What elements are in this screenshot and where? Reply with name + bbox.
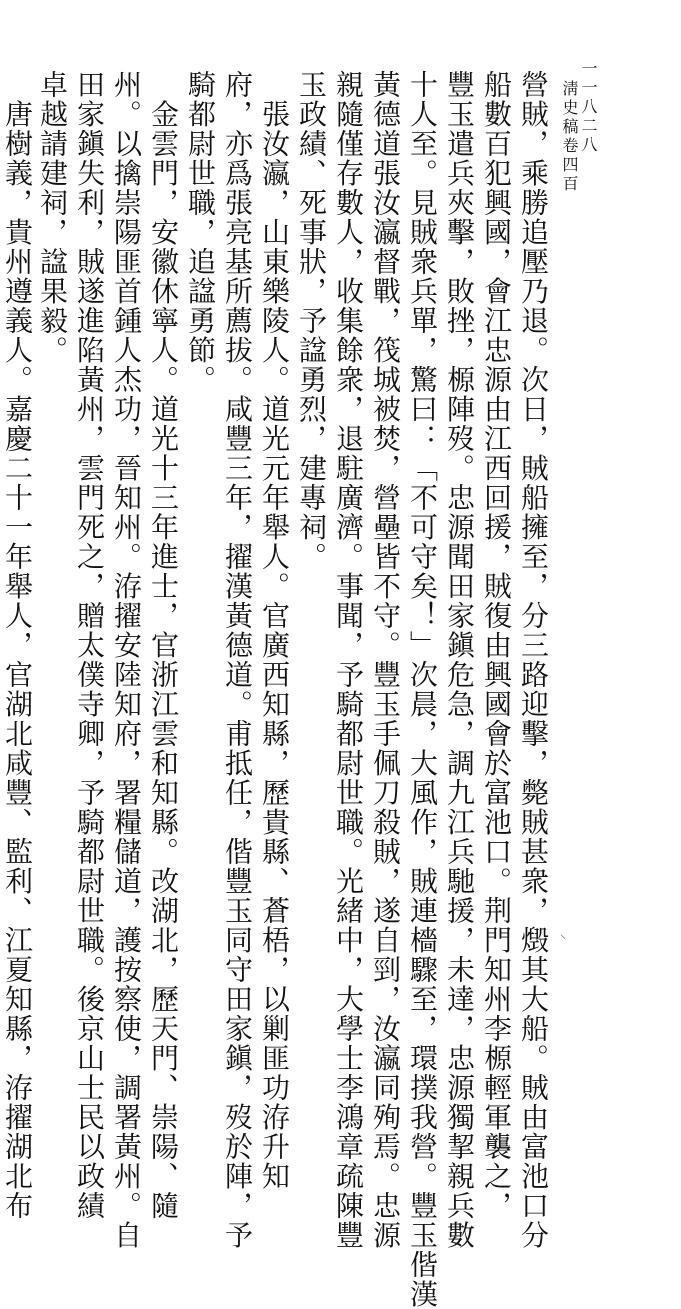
text-column-2: 船數百犯興國，會江忠源由江西回援，賊復由興國會於富池口。荆門知州李榞輕軍襲之， [480, 70, 513, 1221]
text-column-13: 田家鎭失利，賊遂進陷黃州，雲門死之，贈太僕寺卿，予騎都尉世職。後京山士民以政績 [73, 70, 106, 1221]
text-column-3: 豐玉遣兵夾擊，敗挫，榞陣歿。忠源聞田家鎭危急，調九江兵馳援，未達，忠源獨挈親兵數 [443, 70, 476, 1250]
text-column-8: 張汝瀛，山東樂陵人。道光元年舉人。官廣西知縣，歷貴縣、蒼梧，以剿匪功洊升知 [258, 70, 291, 1191]
text-column-4: 十人至。見賊衆兵單，驚曰：「不可守矣！」次晨，大風作，賊連檣驟至，環撲我營。豐玉偕漢 [406, 70, 439, 1309]
text-column-7: 玉政績、死事狀，予諡勇烈，建專祠。 [295, 70, 328, 572]
page-number: 一一八二八 [579, 60, 598, 155]
text-column-10: 騎都尉世職，追諡勇節。 [184, 70, 217, 395]
running-title: 淸史稿卷四百 [560, 80, 579, 194]
text-column-12: 州。以擒崇陽匪首鍾人杰功，晉知州。洊擢安陸知府，署糧儲道，護按察使，調署黃州。自 [110, 70, 143, 1250]
scan-speck: ⸜ [560, 927, 567, 941]
text-column-15: 唐樹義，貴州遵義人。嘉慶二十一年舉人，官湖北咸豐、監利、江夏知縣，洊擢湖北布 [1, 70, 34, 1221]
text-column-5: 黃德道張汝瀛督戰，筏城被焚，營壘皆不守。豐玉手佩刀殺賊，遂自剄，汝瀛同殉焉。忠源 [369, 70, 402, 1250]
text-column-1: 營賊，乘勝追壓乃退。次日，賊船擁至，分三路迎擊，斃賊甚衆，燬其大船。賊由富池口分 [517, 70, 550, 1250]
text-column-6: 親隨僅存數人，收集餘衆，退駐廣濟。事聞，予騎都尉世職。光緒中，大學士李鴻章疏陳豐 [332, 70, 365, 1250]
text-column-14: 卓越請建祠，諡果毅。 [36, 70, 69, 365]
text-column-9: 府，亦爲張亮基所薦拔。咸豐三年，擢漢黃德道。甫抵任，偕豐玉同守田家鎭，歿於陣，予 [221, 70, 254, 1250]
text-column-11: 金雲門，安徽休寧人。道光十三年進士，官浙江雲和知縣。改湖北，歷天門、崇陽、隨 [147, 70, 180, 1221]
